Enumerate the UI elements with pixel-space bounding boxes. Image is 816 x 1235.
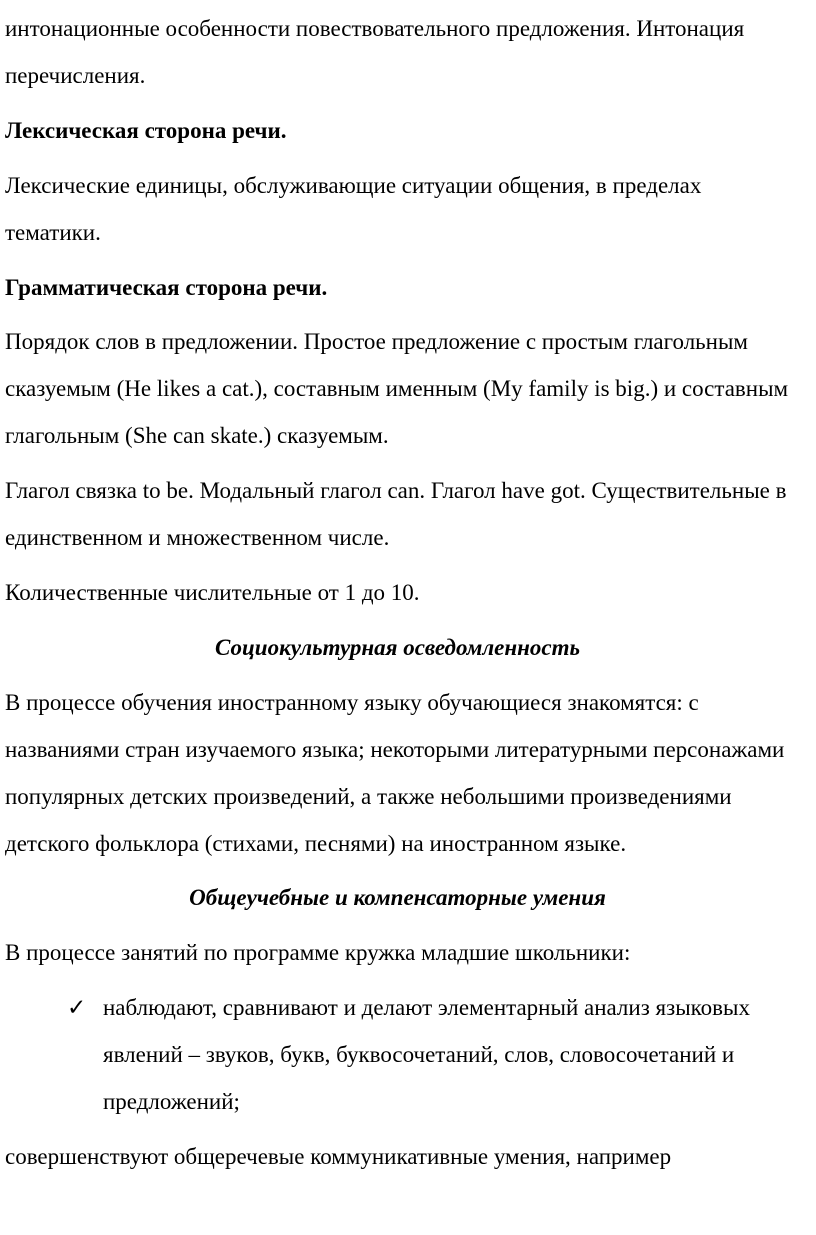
list-item-analysis	[5, 985, 790, 1126]
paragraph-club-intro: В процессе занятий по программе кружка младшие школьники:	[5, 940, 631, 966]
paragraph-numerals: Количественные числительные от 1 до 10.	[5, 579, 420, 605]
paragraph-sociocultural: В процессе обучения иностранному языку обучающиеся знакомятся: с названиями стран изучаемого языка; некоторыми литературными персонажами популярных детских произведений, а также небольшими произведениями детского фольклора (стихами, песнями) на иностранном языке.	[5, 689, 785, 856]
paragraph-lexical-units: Лексические единицы, обслуживающие ситуации общения, в пределах тематики.	[5, 172, 702, 245]
heading-lexical-side: Лексическая сторона речи.	[5, 117, 287, 143]
heading-grammar-side: Грамматическая сторона речи.	[5, 274, 328, 300]
heading-general-skills: Общеучебные и компенсаторные умения	[189, 885, 606, 911]
heading-sociocultural-awareness: Социокультурная осведомленность	[214, 634, 581, 660]
paragraph-intonation: интонационные особенности повествовательного предложения. Интонация перечисления.	[5, 16, 745, 88]
paragraph-communication-skills: совершенствуют общеречевые коммуникативные умения, например	[5, 1143, 672, 1169]
paragraph-word-order: Порядок слов в предложении. Простое предложение с простым глагольным сказуемым (He likes a cat.), составным именным (My family is big.) и составным глагольным (She can skate.) сказуемым.	[5, 329, 789, 449]
paragraph-verbs-nouns: Глагол связка to be. Модальный глагол can. Глагол have got. Существительные в единственном и множественном числе.	[5, 478, 787, 551]
checkmark-bullet-icon: ✓	[67, 995, 87, 1021]
list-item-text: наблюдают, сравнивают и делают элементарный анализ языковых явлений – звуков, букв, буквосочетаний, слов, словосочетаний и предложений;	[103, 995, 750, 1115]
